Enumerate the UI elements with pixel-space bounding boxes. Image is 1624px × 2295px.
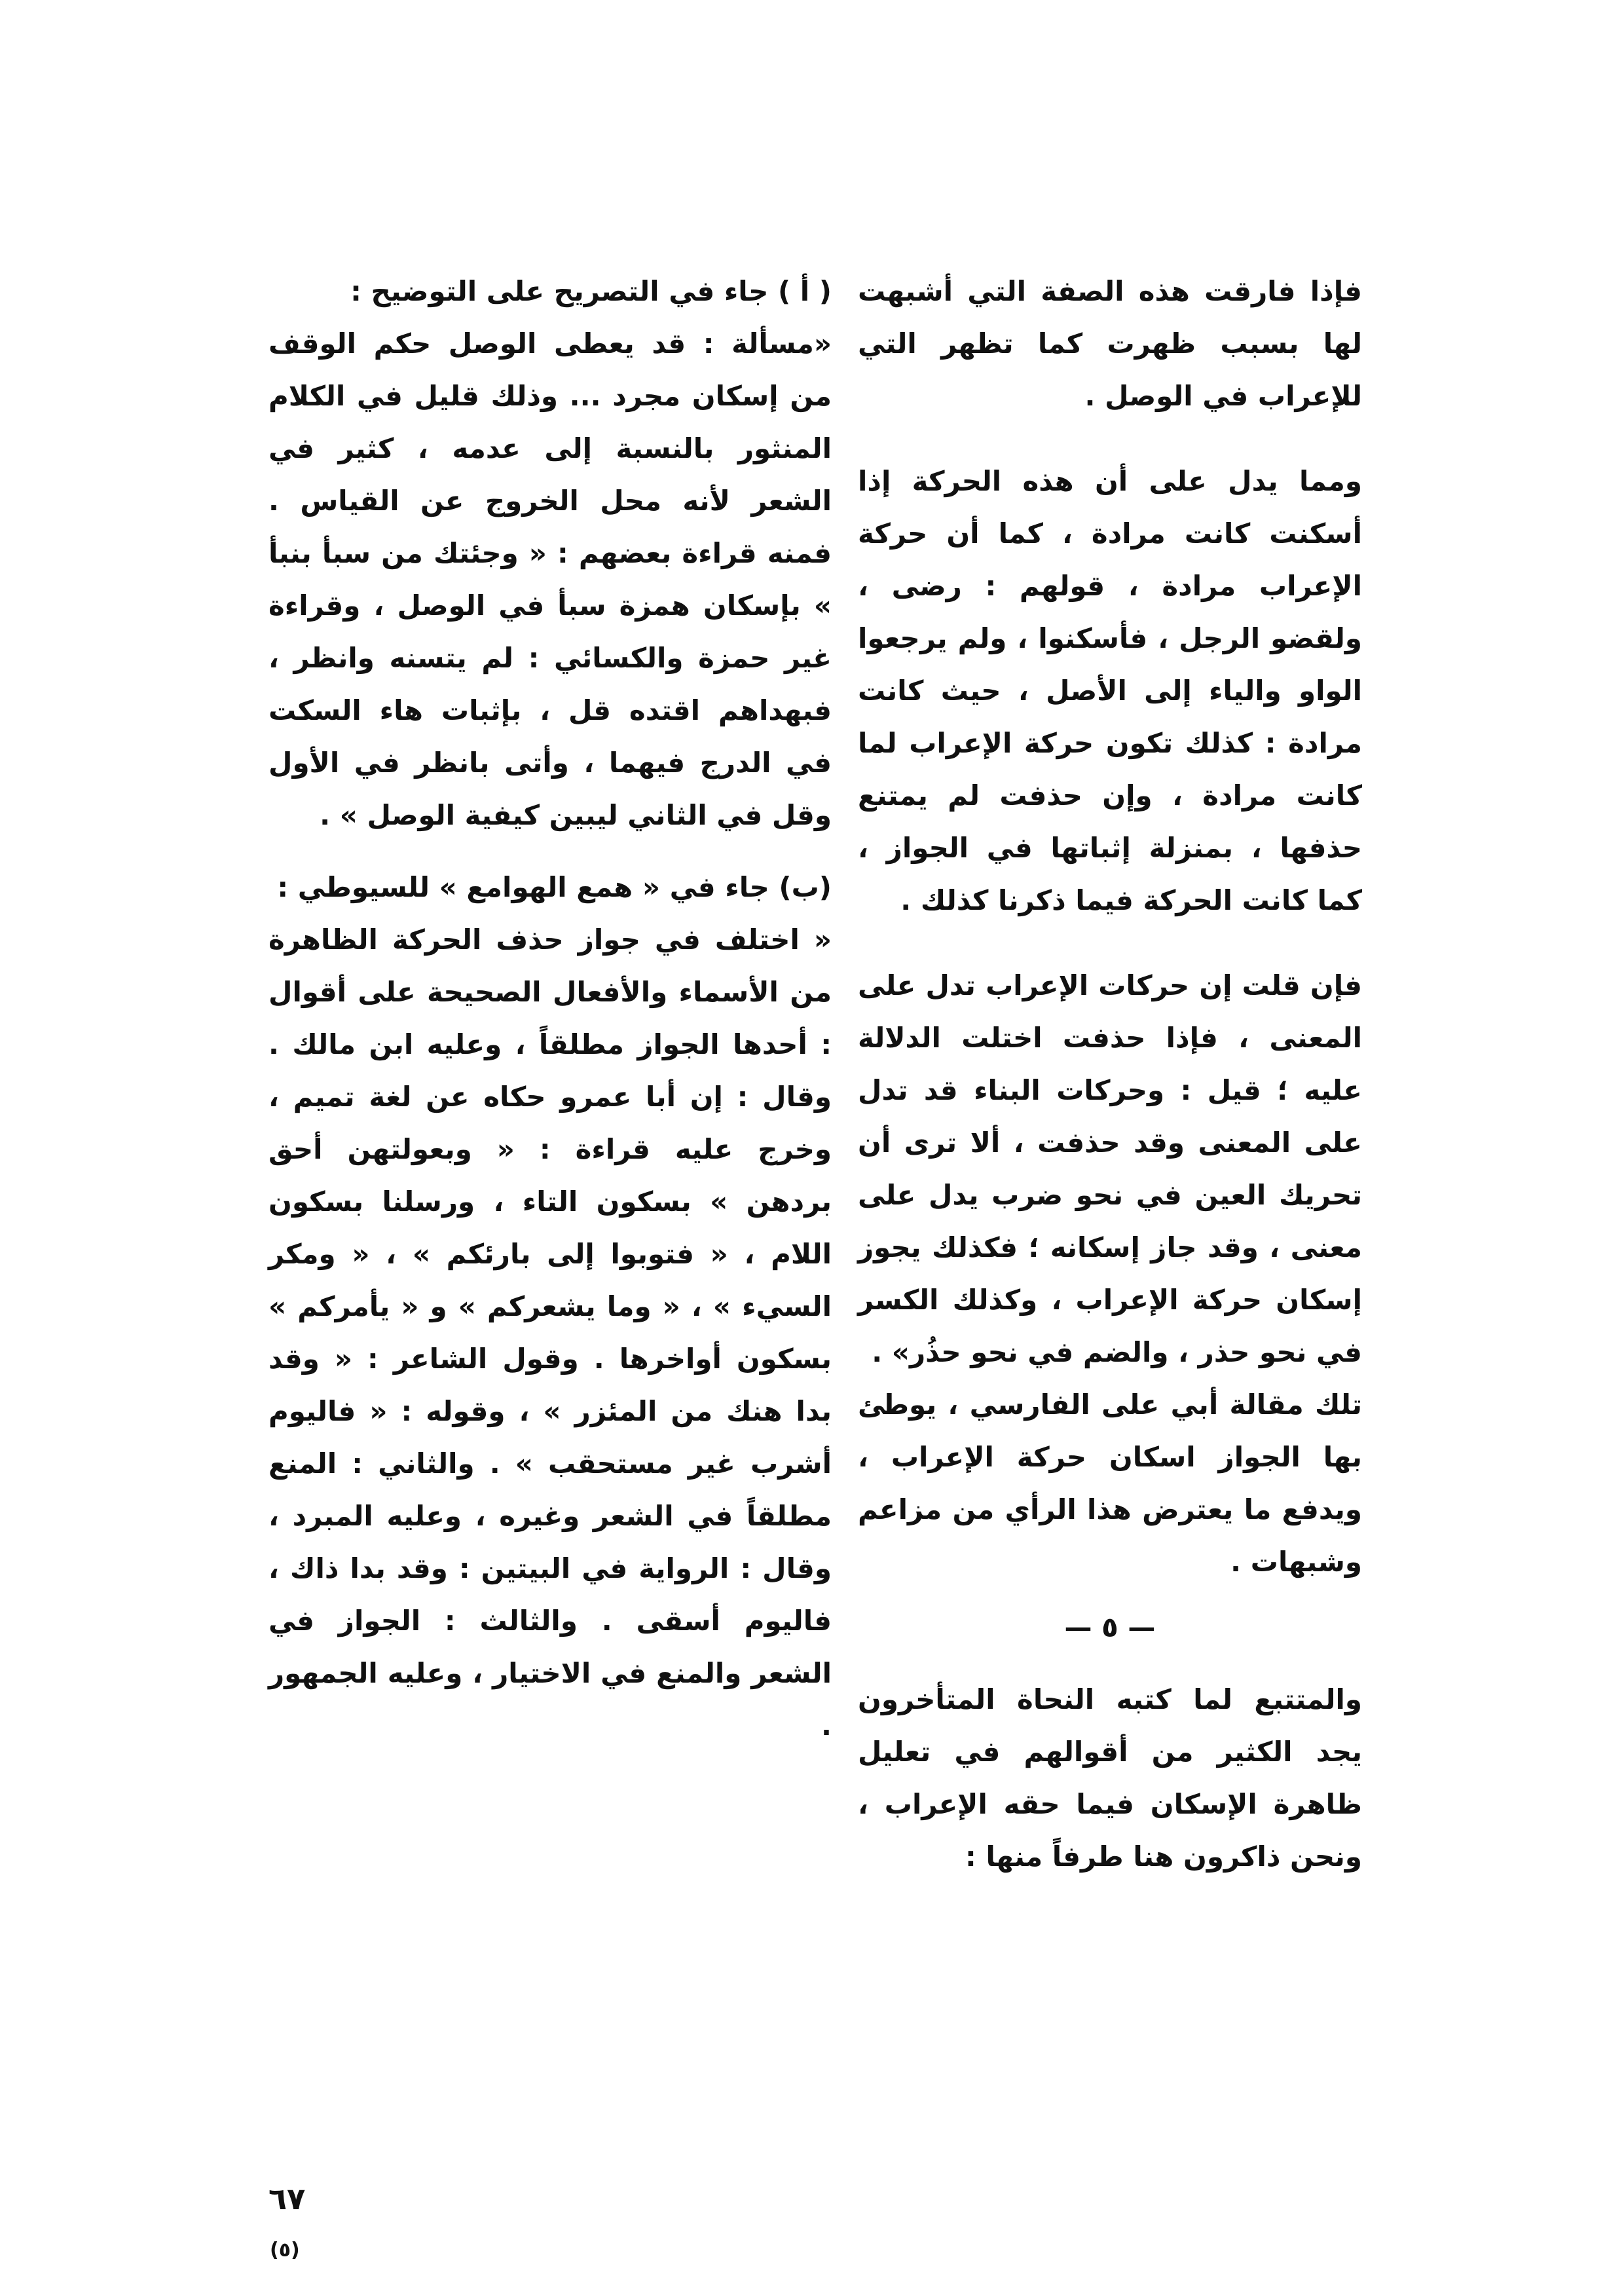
- left-column: [268, 265, 832, 1752]
- paragraph: والمتتبع لما كتبه النحاة المتأخرون يجد الكثير من أقوالهم في تعليل ظاهرة الإسكان فيما حقه الإعراب ، ونحن ذاكرون هنا طرفاً منها :: [858, 1683, 1362, 1873]
- right-column: [858, 265, 1362, 1883]
- paragraph: فإن قلت إن حركات الإعراب تدل على المعنى ، فإذا حذفت اختلت الدلالة عليه ؛ قيل : وحركات البناء قد تدل على المعنى وقد حذفت ، ألا ترى أن تحريك العين في نحو ضرب يدل على معنى ، وقد جاز إسكانه ؛ فكذلك يجوز إسكان حركة الإعراب ، وكذلك الكسر في نحو حذر ، والضم في نحو حذُر» .: [858, 969, 1362, 1368]
- section-number: — ٥ —: [1064, 1611, 1156, 1643]
- signature-mark: (٥): [270, 2239, 300, 2262]
- quotation: «مسألة : قد يعطى الوصل حكم الوقف من إسكان مجرد ... وذلك قليل في الكلام المنثور بالنسبة إلى عدمه ، كثير في الشعر لأنه محل الخروج عن القياس . فمنه قراءة بعضهم : « وجئتك من سبأ بنبأ » بإسكان همزة سبأ في الوصل ، وقراءة غير حمزة والكسائي : لم يتسنه وانظر ، فبهداهم اقتده قل ، بإثبات هاء السكت في الدرج فيهما ، وأتى بانظر في الأول وقل في الثاني ليبين كيفية الوصل » .: [268, 327, 832, 831]
- paragraph: فإذا فارقت هذه الصفة التي أشبهت لها بسبب ظهرت كما تظهر التي للإعراب في الوصل .: [858, 275, 1362, 412]
- page-number: ٦٧: [268, 2181, 306, 2216]
- quotation: « اختلف في جواز حذف الحركة الظاهرة من الأسماء والأفعال الصحيحة على أقوال : أحدها الجواز مطلقاً ، وعليه ابن مالك . وقال : إن أبا عمرو حكاه عن لغة تميم ، وخرج عليه قراءة : « وبعولتهن أحق بردهن » بسكون التاء ، ورسلنا بسكون اللام ، « فتوبوا إلى بارئكم » ، « ومكر السيء » ، « وما يشعركم » و « يأمركم » بسكون أواخرها . وقول الشاعر : « وقد بدا هنك من المئزر » ، وقوله : « فاليوم أشرب غير مستحقب » . والثاني : المنع مطلقاً في الشعر وغيره ، وعليه المبرد ، وقال : الرواية في البيتين : وقد بدا ذاك ، فاليوم أسقى . والثالث : الجواز في الشعر والمنع في الاختيار ، وعليه الجمهور .: [268, 924, 832, 1742]
- section-heading: (ب) جاء في « همع الهوامع » للسيوطي :: [277, 871, 832, 903]
- section-heading: ( أ ) جاء في التصريح على التوضيح :: [350, 275, 832, 307]
- paragraph: تلك مقالة أبي على الفارسي ، يوطئ بها الجواز اسكان حركة الإعراب ، ويدفع ما يعترض هذا الرأي من مزاعم وشبهات .: [858, 1389, 1362, 1578]
- paragraph: ومما يدل على أن هذه الحركة إذا أسكنت كانت مرادة ، كما أن حركة الإعراب مرادة ، قولهم : رضى ، ولقضو الرجل ، فأسكنوا ، ولم يرجعوا الواو والياء إلى الأصل ، حيث كانت مرادة : كذلك تكون حركة الإعراب لما كانت مرادة ، وإن حذفت لم يمتنع حذفها ، بمنزلة إثباتها في الجواز ، كما كانت الحركة فيما ذكرنا كذلك .: [858, 465, 1362, 916]
